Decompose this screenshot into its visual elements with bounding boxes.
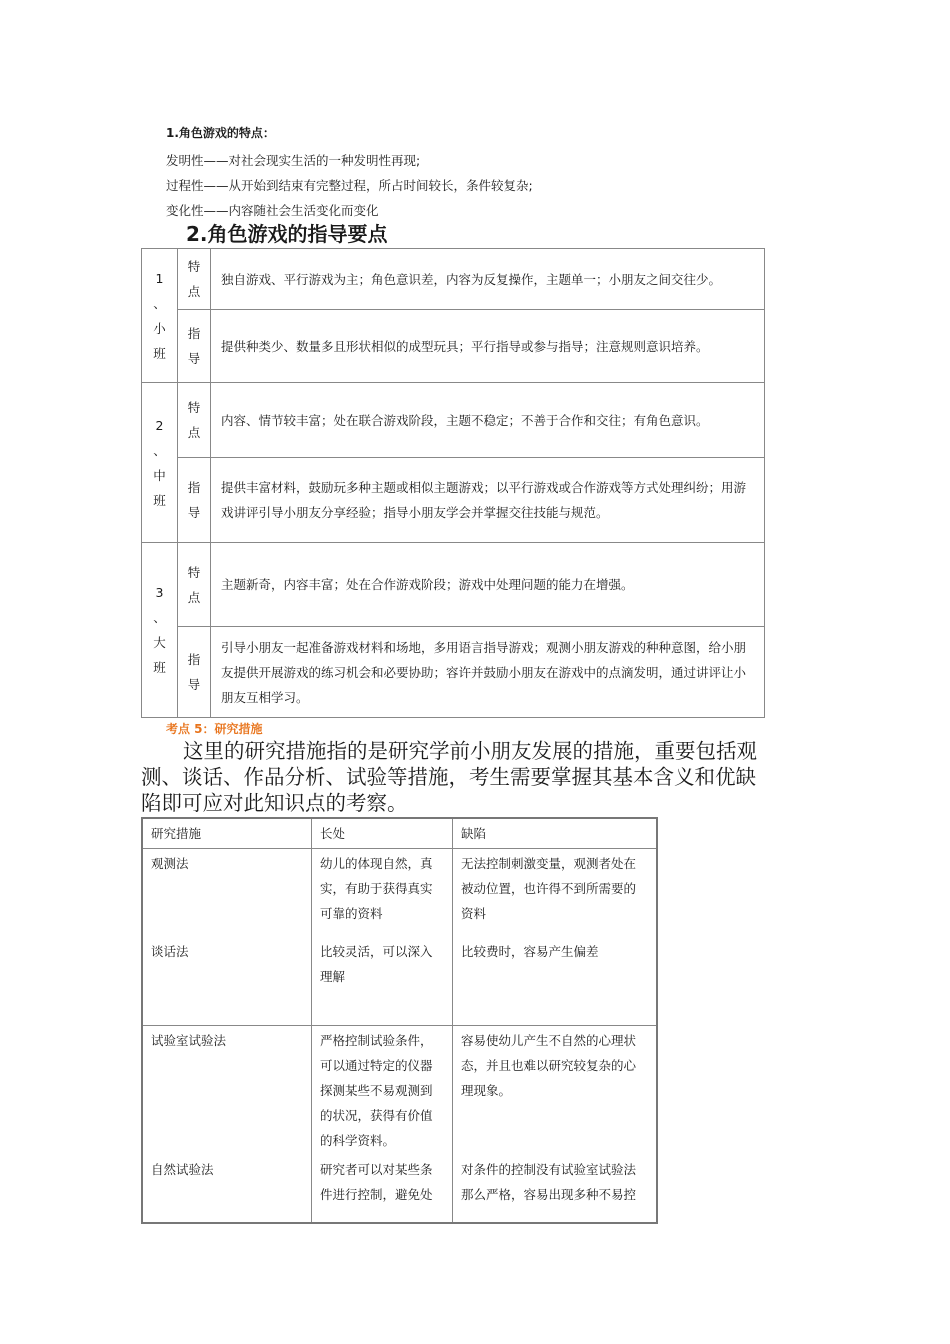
label-char: 指: [187, 652, 201, 667]
group-char: 3: [155, 585, 164, 600]
label-char: 导: [187, 505, 201, 520]
method-cell: 自然试验法: [151, 1162, 214, 1177]
table-row: [142, 1155, 657, 1223]
label-char: 特: [187, 259, 201, 274]
method-cell: 谈话法: [142, 937, 312, 1026]
table-row: [142, 937, 657, 1026]
group-char: 中: [153, 467, 166, 483]
group-cell: [142, 543, 178, 718]
label-char: 特: [187, 400, 201, 415]
group-cell: [142, 249, 178, 383]
label-char: 点: [187, 425, 201, 440]
feature-cell: 独自游戏、平行游戏为主；角色意识差，内容为反复操作，主题单一；小朋友之间交往少。: [211, 249, 765, 310]
feature-line: 过程性——从开始到结束有完整过程，所占时间较长，条件较复杂;: [166, 178, 533, 193]
guide-cell: 提供丰富材料，鼓励玩多种主题或相似主题游戏；以平行游戏或合作游戏等方式处理纠纷；用游戏讲评引导小朋友分享经验；指导小朋友学会并掌握交往技能与规范。: [211, 458, 765, 543]
group-cell: [142, 383, 178, 543]
table-header-row: [142, 818, 657, 849]
guidance-table: [141, 248, 765, 718]
feature-label-cell: [178, 383, 211, 458]
research-methods-table: [141, 817, 658, 1224]
label-char: 导: [187, 677, 201, 692]
pro-cell: 研究者可以对某些条件进行控制，避免处: [312, 1155, 453, 1223]
table-row: [142, 849, 657, 937]
feature-cell: 主题新奇，内容丰富；处在合作游戏阶段；游戏中处理问题的能力在增强。: [211, 543, 765, 627]
guide-label-cell: [178, 627, 211, 718]
con-cell: 比较费时，容易产生偏差: [453, 937, 658, 1026]
feature-line: 变化性——内容随社会生活变化而变化: [166, 203, 379, 218]
header-method: 研究措施: [142, 818, 312, 849]
method-cell: 试验室试验法: [151, 1033, 227, 1048]
pro-cell: 比较灵活，可以深入理解: [312, 937, 453, 1026]
group-char: 1: [155, 270, 164, 286]
label-char: 点: [187, 284, 201, 299]
intro-paragraph: 这里的研究措施指的是研究学前小朋友发展的措施，重要包括观测、谈话、作品分析、试验等措施，考生需要掌握其基本含义和优缺陷即可应对此知识点的考察。: [141, 739, 757, 815]
section1-title: 1.角色游戏的特点：: [166, 126, 275, 140]
label-char: 指: [187, 326, 201, 341]
label-char: 指: [187, 480, 201, 495]
guide-cell: 引导小朋友一起准备游戏材料和场地，多用语言指导游戏；观测小朋友游戏的种种意图，给小朋友提供开展游戏的练习机会和必要协助；容许并鼓励小朋友在游戏中的点滴发明，通过讲评让小朋友互相学习。: [211, 627, 765, 718]
label-char: 导: [187, 351, 201, 366]
con-cell: 对条件的控制没有试验室试验法那么严格，容易出现多种不易控: [453, 1155, 658, 1223]
table-row: [142, 1026, 657, 1156]
section2-heading: 2.角色游戏的指导要点: [186, 222, 388, 246]
header-pro: 长处: [312, 818, 453, 849]
group-char: 班: [153, 345, 166, 361]
method-cell: 观测法: [151, 856, 189, 871]
group-char: 大: [153, 635, 166, 650]
group-char: 、: [153, 295, 166, 311]
header-con: 缺陷: [453, 818, 658, 849]
con-cell: 容易使幼儿产生不自然的心理状态，并且也难以研究较复杂的心理现象。: [453, 1026, 658, 1156]
group-char: 班: [153, 492, 166, 508]
pro-cell: 严格控制试验条件，可以通过特定的仪器探测某些不易观测到的状况，获得有价值的科学资料。: [312, 1026, 453, 1156]
group-char: 小: [153, 320, 166, 336]
group-char: 、: [153, 442, 166, 458]
group-char: 2: [155, 417, 164, 433]
guide-label-cell: [178, 310, 211, 383]
guide-cell: 提供种类少、数量多且形状相似的成型玩具；平行指导或参与指导；注意规则意识培养。: [211, 310, 765, 383]
label-char: 特: [187, 564, 201, 580]
group-char: 、: [153, 610, 166, 625]
feature-label-cell: [178, 249, 211, 310]
feature-line: 发明性——对社会现实生活的一种发明性再现;: [166, 153, 421, 168]
exam-point-label: 考点 5：研究措施: [166, 722, 263, 736]
con-cell: 无法控制刺激变量，观测者处在被动位置，也许得不到所需要的资料: [453, 849, 658, 937]
group-char: 班: [153, 660, 166, 675]
pro-cell: 幼儿的体现自然，真实，有助于获得真实可靠的资料: [312, 849, 453, 937]
feature-label-cell: [178, 543, 211, 627]
label-char: 点: [187, 589, 201, 605]
feature-cell: 内容、情节较丰富；处在联合游戏阶段，主题不稳定；不善于合作和交往；有角色意识。: [211, 383, 765, 458]
guide-label-cell: [178, 458, 211, 543]
